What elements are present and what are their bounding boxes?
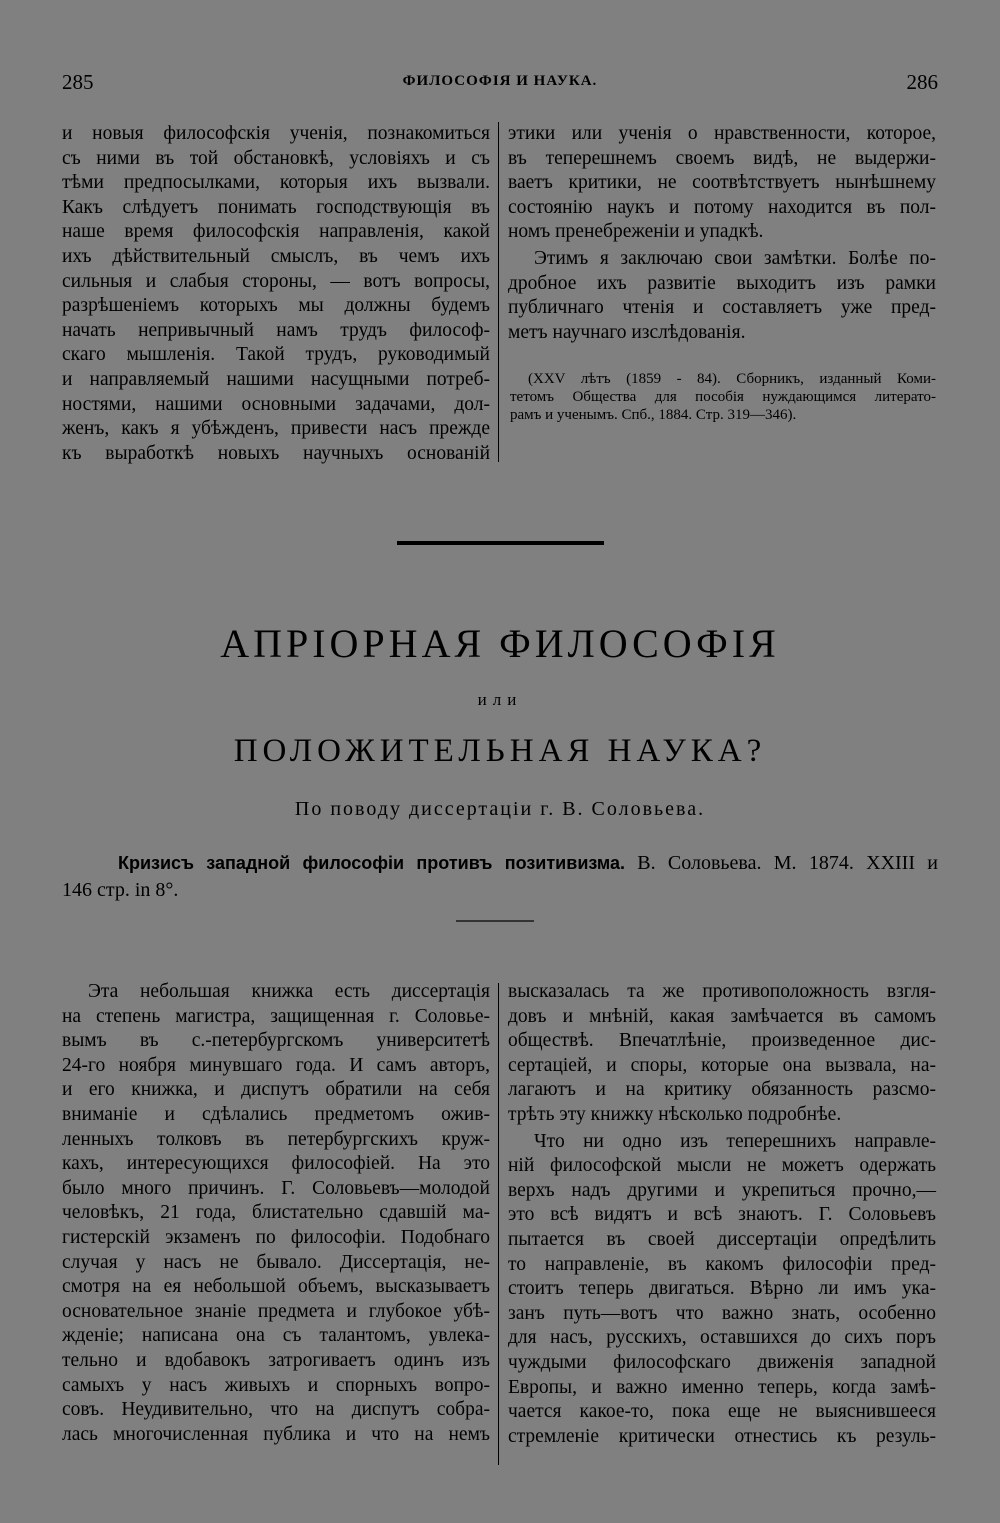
text-line: Этимъ я заключаю свои замѣтки. Болѣе по- <box>534 247 936 269</box>
text-line: то направленіе, въ какомъ философіи пред- <box>508 1253 936 1275</box>
text-line: начать непривычный намъ трудъ философ- <box>62 319 490 341</box>
biblio-line-2: 146 стр. in 8°. <box>62 879 179 901</box>
text-line: рамъ и ученымъ. Спб., 1884. Стр. 319—346). <box>510 407 797 423</box>
text-line: случая у насъ не бывало. Диссертація, не- <box>62 1251 490 1273</box>
text-line: сильныя и слабыя стороны, — вотъ вопросы, <box>62 270 490 292</box>
text-line: ваетъ критики, не соотвѣтствуетъ нынѣшнему <box>508 172 936 194</box>
text-line: публичнаго чтенія и составляетъ уже пред- <box>508 297 936 319</box>
text-line: Что ни одно изъ теперешнихъ направле- <box>534 1130 936 1152</box>
column-rule-bottom <box>498 983 499 1465</box>
text-line: основательное знаніе предмета и глубокое убѣ- <box>62 1300 490 1322</box>
text-line: вымъ въ с.-петербургскомъ университетѣ <box>62 1030 490 1052</box>
source-note <box>510 370 936 424</box>
text-line: тѣми предпосылками, которыя ихъ вызвали. <box>62 172 490 194</box>
article-title-second: ПОЛОЖИТЕЛЬНАЯ НАУКА? <box>233 733 767 769</box>
text-line: чуждыми философскаго движенія западной <box>508 1351 936 1373</box>
text-line: лагаютъ и на критику обязанность разсмо- <box>508 1079 936 1101</box>
text-line: съ ними въ той обстановкѣ, условіяхъ и съ <box>62 147 490 169</box>
text-line: пытается въ своей диссертаціи опредѣлить <box>508 1228 936 1250</box>
text-line: занъ путь—вотъ что важно знать, особенно <box>508 1302 936 1324</box>
biblio-details: В. Соловьева. М. 1874. XXIII и <box>624 852 939 874</box>
text-line: высказалась та же противоположность взгля- <box>508 981 936 1002</box>
text-line: этики или ученія о нравственности, которое, <box>508 123 936 144</box>
bottom-right-column <box>508 980 936 1449</box>
text-line: человѣкъ, 21 года, блистательно сдавшій ма- <box>62 1202 490 1224</box>
bibliographic-reference <box>62 850 938 904</box>
text-line: дробное ихъ развитіе выходитъ изъ рамки <box>508 272 936 294</box>
article-title: АПРІОРНАЯ ФИЛОСОФІЯ <box>220 621 780 666</box>
text-line: ній философской мысли не можетъ одержать <box>508 1155 936 1177</box>
text-line: тельно и вдобавокъ затрогиваетъ одинъ изъ <box>62 1349 490 1371</box>
running-title: ФИЛОСОФІЯ И НАУКА. <box>402 73 598 89</box>
text-line: было много причинъ. Г. Соловьевъ—молодой <box>62 1177 490 1199</box>
text-line: 24-го ноября минувшаго года. И самъ авторъ, <box>62 1054 490 1076</box>
text-line: сертаціей, и споры, которые она вызвала, на- <box>508 1054 936 1076</box>
text-line: кахъ, интересующихся философіей. На это <box>62 1153 490 1175</box>
text-line: и его книжка, и диспутъ обратили на себя <box>62 1079 490 1101</box>
text-line: стремленіе критически отнестись къ резуль- <box>508 1425 936 1447</box>
text-line: на степень магистра, защищенная г. Соловье- <box>62 1005 490 1027</box>
text-line: состоянію наукъ и потому находится въ пол- <box>508 196 936 218</box>
bottom-left-column <box>62 980 490 1447</box>
top-left-column <box>62 122 490 466</box>
text-line: Эта небольшая книжка есть диссертація <box>88 981 490 1002</box>
text-line: гистерскій экзаменъ по философіи. Подобнаго <box>62 1226 490 1248</box>
biblio-book-title: Кризисъ западной философіи противъ позитивизма. <box>118 853 625 873</box>
ornamental-rule <box>456 920 534 922</box>
text-line: тетомъ Общества для пособія нуждающимся литерато- <box>510 389 936 405</box>
text-line: (XXV лѣтъ (1859 - 84). Сборникъ, изданный Коми- <box>528 371 936 387</box>
title-conjunction: или <box>477 690 523 709</box>
section-separator <box>397 541 604 545</box>
biblio-line-1 <box>62 850 938 877</box>
article-subtitle: По поводу диссертаціи г. В. Соловьева. <box>294 798 706 820</box>
text-line: смотря на ея небольшой объемъ, высказываетъ <box>62 1276 490 1298</box>
text-line: лась многочисленная публика и что на немъ <box>62 1423 490 1445</box>
text-line: ностями, нашими основными задачами, дол- <box>62 393 490 415</box>
text-line: обществѣ. Впечатлѣніе, произведенное дис- <box>508 1030 936 1052</box>
text-line: наше время философскія направленія, какой <box>62 221 490 243</box>
text-line: номъ пренебреженіи и упадкѣ. <box>508 221 764 243</box>
text-line: ихъ дѣйствительный смыслъ, въ чемъ ихъ <box>62 245 490 267</box>
page-number-left: 285 <box>62 70 94 94</box>
text-line: ленныхъ толковъ въ петербургскихъ круж- <box>62 1128 490 1150</box>
text-line: женъ, какъ я убѣжденъ, привести насъ прежде <box>62 418 490 440</box>
text-line: Европы, и важно именно теперь, когда замѣ- <box>508 1376 936 1398</box>
text-line: трѣть эту книжку нѣсколько подробнѣе. <box>508 1103 842 1125</box>
text-line: скаго мышленія. Такой трудъ, руководимый <box>62 344 490 366</box>
text-line: чается какое-то, пока еще не выяснившееся <box>508 1401 936 1423</box>
text-line: верхъ надъ другими и укрепиться прочно,— <box>508 1179 936 1201</box>
text-line: это всѣ видятъ и всѣ знаютъ. Г. Соловьевъ <box>508 1204 936 1226</box>
text-line: къ выработкѣ новыхъ научныхъ основаній <box>62 442 490 464</box>
column-rule-top <box>498 122 499 462</box>
text-line: довъ и мнѣній, какая замѣчается въ самомъ <box>508 1005 936 1027</box>
text-line: и новыя философскія ученія, познакомиться <box>62 123 490 144</box>
text-line: метъ научнаго изслѣдованія. <box>508 321 746 343</box>
text-line: стоитъ теперь двигаться. Вѣрно ли имъ ука- <box>508 1278 936 1300</box>
text-line: Какъ слѣдуетъ понимать господствующія въ <box>62 196 490 218</box>
text-line: для насъ, русскихъ, оставшихся до сихъ поръ <box>508 1327 936 1349</box>
top-right-column <box>508 122 936 345</box>
text-line: въ теперешнемъ своемъ видѣ, не выдержи- <box>508 147 936 169</box>
text-line: и направляемый нашими насущными потреб- <box>62 368 490 390</box>
text-line: жденіе; написана она съ талантомъ, увлека- <box>62 1325 490 1347</box>
text-line: вниманіе и сдѣлались предметомъ ожив- <box>62 1103 490 1125</box>
text-line: разрѣшеніемъ которыхъ мы должны будемъ <box>62 295 490 317</box>
page-number-right: 286 <box>906 70 938 94</box>
running-head <box>62 70 938 100</box>
text-line: самыхъ у насъ живыхъ и спорныхъ вопро- <box>62 1374 490 1396</box>
text-line: совъ. Неудивительно, что на диспутъ собра- <box>62 1399 490 1421</box>
